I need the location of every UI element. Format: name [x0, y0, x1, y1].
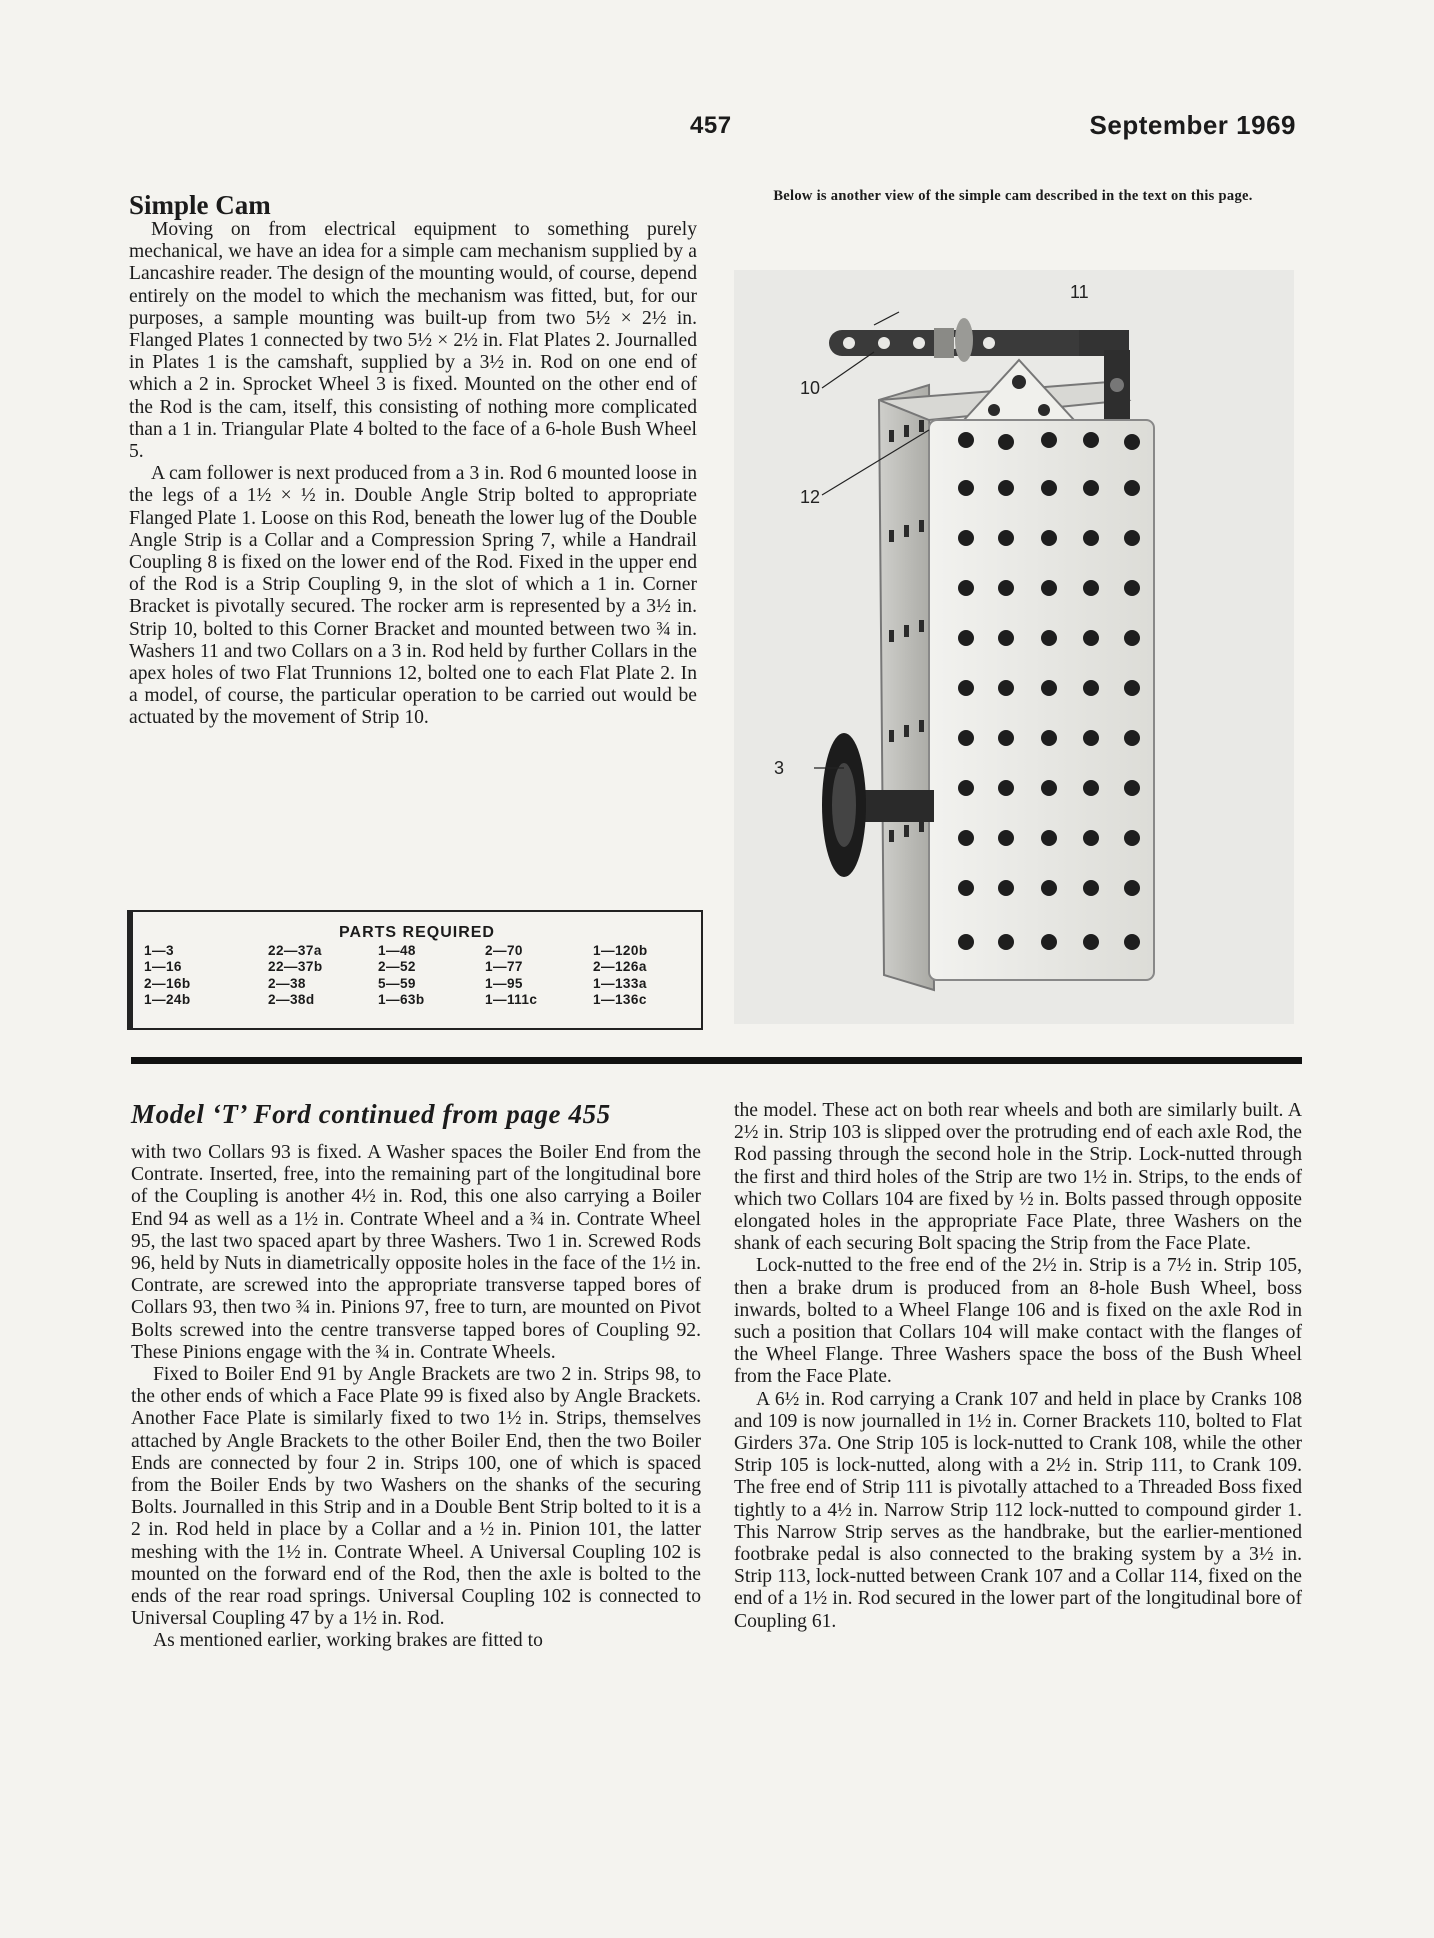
cam-mechanism-illustration — [734, 270, 1294, 1024]
simple-cam-text — [129, 219, 697, 730]
simple-cam-paragraph: Moving on from electrical equipment to something purely mechanical, we have an idea for a simple cam mechanism supplied by a Lancashire reader. The design of the mounting would, of course, depend entirely on the model to which the mechanism was fitted, but, for our purposes, a sample mounting was built-up from two 5½ × 2½ in. Flanged Plates 1 connected by two 5½ × 2½ in. Flat Plates 2. Journalled in Plates 1 is the camshaft, supplied by a 3½ in. Rod on one end of which a 2 in. Sprocket Wheel 3 is fixed. Mounted on the other end of the Rod is the cam, itself, this consisting of nothing more complicated than a 1 in. Triangular Plate 4 bolted to the face of a 6-hole Bush Wheel 5. — [129, 219, 697, 463]
model-t-paragraph: A 6½ in. Rod carrying a Crank 107 and held in place by Cranks 108 and 109 is now journalled in 1½ in. Corner Brackets 110, bolted to Flat Girders 37a. One Strip 105 is lock-nutted to Crank 108, while the other Strip 105 is lock-nutted, along with a 2½ in. Strip 111, to Crank 109. The free end of Strip 111 is pivotally attached to a Threaded Boss fixed tightly to a 4½ in. Narrow Strip 112 lock-nutted to compound girder 1. This Narrow Strip serves as the handbrake, but the earlier-mentioned footbrake pedal is also connected to the braking system by a 3½ in. Strip 113, lock-nutted between Crank 107 and a Collar 114, fixed on the end of a 1½ in. Rod secured in the lower part of the longitudinal bore of Coupling 61. — [734, 1388, 1302, 1632]
part-entry: 5—59 — [378, 975, 416, 991]
part-entry: 1—136c — [593, 992, 647, 1008]
part-entry: 1—95 — [485, 975, 523, 991]
part-entry: 1—63b — [378, 992, 425, 1008]
part-entry: 22—37b — [268, 959, 323, 975]
part-entry: 2—70 — [485, 943, 523, 958]
part-entry: 2—16b — [144, 975, 191, 991]
model-t-heading: Model ‘T’ Ford continued from page 455 — [131, 1099, 611, 1129]
model-t-paragraph: Fixed to Boiler End 91 by Angle Brackets are two 2 in. Strips 98, to the other ends of which a Face Plate 99 is fixed also by Angle Brackets. Another Face Plate is similarly fixed to two 1½ in. Strips, themselves attached by Angle Brackets to the other Boiler End, then the two Boiler Ends are connected by four 2 in. Strips 100, one of which is spaced from the Boiler Ends by two Washers on the shanks of the securing Bolts. Journalled in this Strip and in a Double Bent Strip bolted to it is a 2 in. Rod held in place by a Collar and a ½ in. Pinion 101, the latter meshing with the 1½ in. Contrate Wheel. A Universal Coupling 102 is mounted on the forward end of the Rod, then the axle is bolted to the ends of the rear road springs. Universal Coupling 102 is connected to Universal Coupling 47 by a 1½ in. Rod. — [131, 1364, 701, 1630]
part-entry: 1—3 — [144, 943, 174, 958]
photo-caption: Below is another view of the simple cam described in the text on this page. — [773, 188, 1253, 204]
callout-11: 11 — [1070, 282, 1089, 302]
part-entry: 22—37a — [268, 943, 322, 958]
page-number: 457 — [690, 112, 732, 139]
part-entry: 1—16 — [144, 959, 182, 975]
parts-required-title: PARTS REQUIRED — [339, 924, 495, 941]
part-entry: 1—120b — [593, 943, 648, 958]
part-entry: 1—24b — [144, 992, 191, 1008]
parts-column — [485, 943, 537, 1009]
simple-cam-paragraph: A cam follower is next produced from a 3 in. Rod 6 mounted loose in the legs of a 1½ × ½ in. Double Angle Strip bolted to appropriate Flanged Plate 1. Loose on this Rod, beneath the lower lug of the Double Angle Strip is a Collar and a Compression Spring 7, while a Handrail Coupling 8 is fixed on the lower end of the Rod. Fixed in the upper end of the Rod is a Strip Coupling 9, in the slot of which a 1 in. Corner Bracket is pivotally secured. The rocker arm is represented by a 3½ in. Strip 10, bolted to this Corner Bracket and mounted between two ¾ in. Washers 11 and two Collars on a 3 in. Rod held by further Collars in the apex holes of two Flat Trunnions 12, bolted one to each Flat Plate 2. In a model, of course, the particular operation to be carried out would be actuated by the movement of Strip 10. — [129, 463, 697, 729]
model-t-paragraph: Lock-nutted to the free end of the 2½ in. Strip is a 7½ in. Strip 105, then a brake drum is produced from an 8-hole Bush Wheel, boss inwards, bolted to a Wheel Flange 106 and is fixed on the axle Rod in such a position that Collars 104 will make contact with the flanges of the Wheel Flange. Three Washers space the boss of the Bush Wheel from the Face Plate. — [734, 1255, 1302, 1388]
parts-column — [593, 943, 648, 1009]
callout-12: 12 — [800, 487, 821, 507]
parts-column — [378, 943, 425, 1009]
cam-mechanism-photo — [734, 270, 1294, 1024]
parts-column — [268, 943, 323, 1009]
callout-3: 3 — [774, 758, 785, 778]
part-entry: 1—77 — [485, 959, 523, 975]
simple-cam-heading: Simple Cam — [129, 190, 271, 220]
callout-10: 10 — [800, 378, 821, 398]
part-entry: 2—38d — [268, 992, 315, 1008]
model-t-paragraph: the model. These act on both rear wheels and both are similarly built. A 2½ in. Strip 103 is slipped over the protruding end of each axle Rod, the Rod passing through the second hole in the Strip. Lock-nutted through the first and third holes of the Strip are two 1½ in. Strips, to the ends of which two Collars 104 are fixed by ½ in. Bolts passed through opposite elongated holes in the appropriate Face Plate, three Washers on the shank of each securing Bolt spacing the Strip from the Face Plate. — [734, 1100, 1302, 1255]
part-entry: 2—52 — [378, 959, 416, 975]
parts-required-box — [131, 910, 703, 1030]
model-t-paragraph: with two Collars 93 is fixed. A Washer spaces the Boiler End from the Contrate. Inserted, free, into the remaining part of the longitudinal bore of the Coupling is another 4½ in. Rod, this one also carrying a Boiler End 94 as well as a 1½ in. Contrate Wheel and a ¾ in. Contrate Wheel 95, the last two spaced apart by three Washers. Two 1 in. Screwed Rods 96, held by Nuts in diametrically opposite holes in the face of the 1½ in. Contrate, are screwed into the appropriate transverse tapped bores of Collars 93, then two ¾ in. Pinions 97, free to turn, are mounted on Pivot Bolts screwed into the centre transverse tapped bores of Coupling 92. These Pinions engage with the ¾ in. Contrate Wheels. — [131, 1142, 701, 1363]
model-t-right-column — [734, 1100, 1302, 1633]
page-date: September 1969 — [1089, 110, 1296, 140]
part-entry: 1—111c — [485, 992, 538, 1008]
model-t-left-column — [131, 1142, 701, 1653]
part-entry: 1—48 — [378, 943, 416, 958]
part-entry: 2—126a — [593, 959, 647, 975]
part-entry: 2—38 — [268, 975, 306, 991]
model-t-paragraph: As mentioned earlier, working brakes are fitted to — [153, 1630, 543, 1652]
parts-column — [144, 943, 191, 1009]
part-entry: 1—133a — [593, 975, 647, 991]
section-rule — [131, 1057, 1302, 1064]
